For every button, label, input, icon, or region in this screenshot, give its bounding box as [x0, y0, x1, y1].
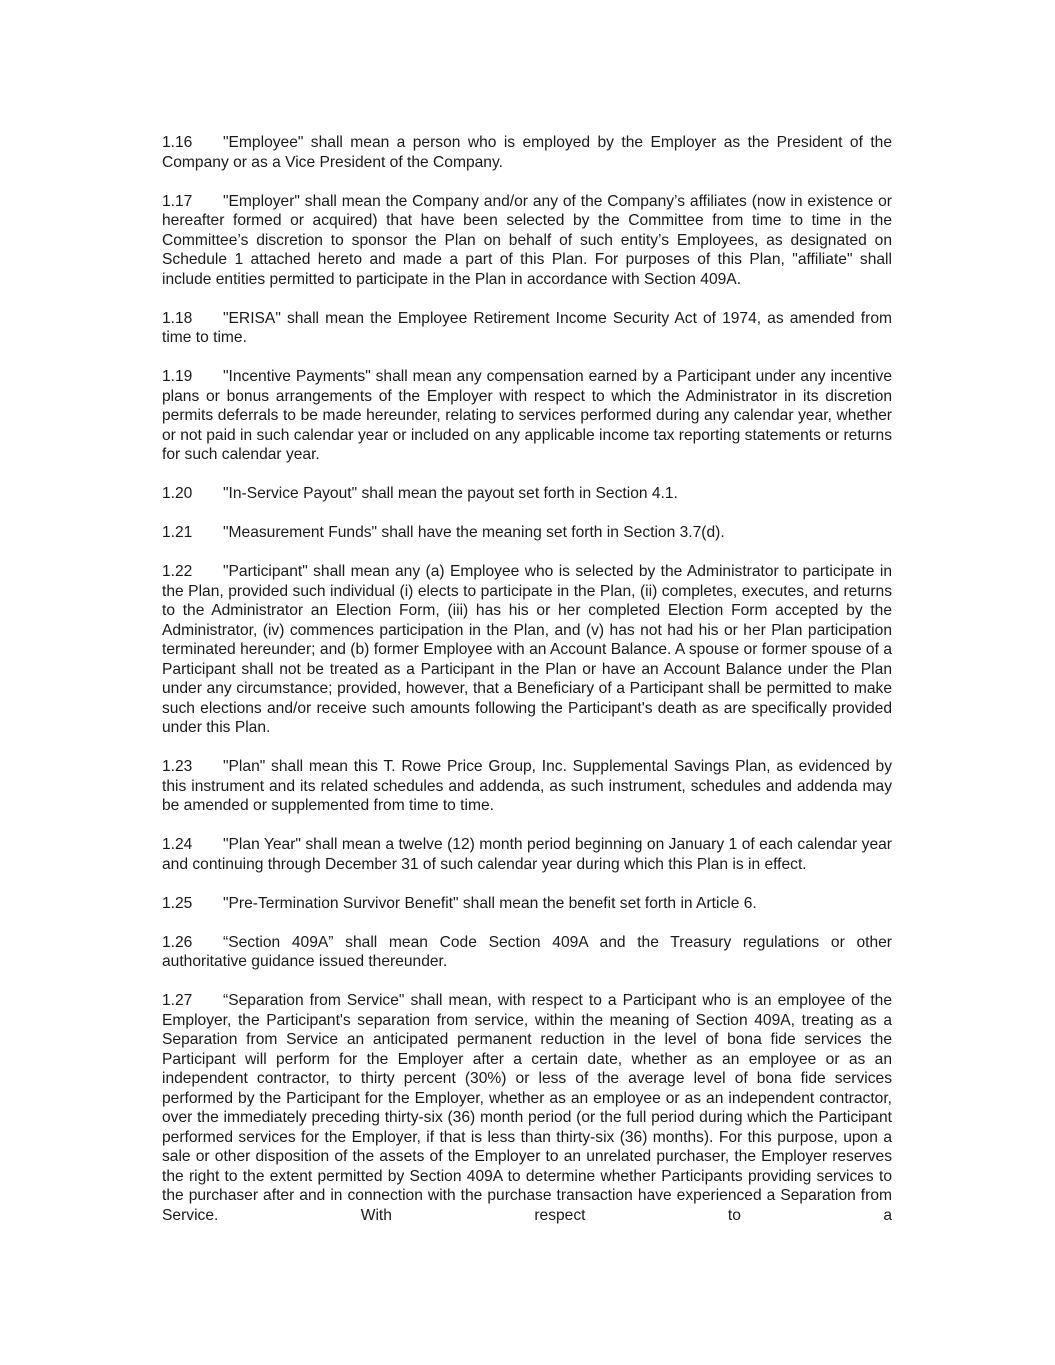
section-text: "ERISA" shall mean the Employee Retirement Income Security Act of 1974, as amended from time to time. — [162, 309, 892, 346]
section-number: 1.18 — [162, 309, 193, 327]
section-number: 1.16 — [162, 134, 193, 151]
section-text: "Plan" shall mean this T. Rowe Price Group, Inc. Supplemental Savings Plan, as evidenced by this instrument and its related schedules and addenda, as such instrument, schedules and addenda may be amended or supplemented from time to time. — [162, 758, 892, 814]
section-1-23 — [162, 757, 892, 816]
section-text: "Employer" shall mean the Company and/or any of the Company’s affiliates (now in existence or hereafter formed or acquired) that have been selected by the Committee from time to time in the Committee’s discretion to sponsor the Plan on behalf of such entity’s Employees, as designated on Schedule 1 attached hereto and made a part of this Plan. For purposes of this Plan, "affiliate" shall include entities permitted to participate in the Plan in accordance with Section 409A. — [162, 192, 892, 288]
section-number: 1.27 — [162, 992, 193, 1009]
section-1-18 — [162, 309, 892, 348]
section-number: 1.26 — [162, 933, 193, 951]
document-page — [162, 133, 892, 1245]
section-1-20 — [162, 484, 892, 504]
section-text: “Separation from Service" shall mean, with respect to a Participant who is an employee of the Employer, the Participant's separation from service, within the meaning of Section 409A, treating as a Separation from Service an anticipated permanent reduction in the level of bona fide services the Participant will perform for the Employer after a certain date, whether as an employee or as an independent contractor, to thirty percent (30%) or less of the average level of bona fide services performed by the Participant for the Employer, whether as an employee or as an independent contractor, over the immediately preceding thirty-six (36) month period (or the full period during which the Participant performed services for the Employer, if that is less than thirty-six (36) months). For this purpose, upon a sale or other disposition of the assets of the Employer to an unrelated purchaser, the Employer reserves the right to the extent permitted by Section 409A to determine whether Participants providing services to the purchaser after and in connection with the purchase transaction have experienced a Separation from Service. With respect to a — [162, 992, 892, 1224]
section-1-21 — [162, 523, 892, 543]
section-text: "In-Service Payout" shall mean the payout set forth in Section 4.1. — [223, 485, 678, 502]
section-1-22 — [162, 562, 892, 738]
section-number: 1.25 — [162, 894, 193, 912]
section-text: "Incentive Payments" shall mean any compensation earned by a Participant under any incentive plans or bonus arrangements of the Employer with respect to which the Administrator in its discretion permits deferrals to be made hereunder, relating to services performed during any calendar year, whether or not paid in such calendar year or included on any applicable income tax reporting statements or returns for such calendar year. — [162, 368, 892, 463]
section-text: “Section 409A” shall mean Code Section 409A and the Treasury regulations or other authoritative guidance issued thereunder. — [162, 933, 892, 970]
section-number: 1.20 — [162, 485, 193, 502]
section-1-26 — [162, 933, 892, 972]
section-number: 1.21 — [162, 524, 193, 541]
section-1-24 — [162, 835, 892, 874]
section-text: "Participant" shall mean any (a) Employee who is selected by the Administrator to participate in the Plan, provided such individual (i) elects to participate in the Plan, (ii) completes, executes, and returns to the Administrator an Election Form, (iii) has his or her completed Election Form accepted by the Administrator, (iv) commences participation in the Plan, and (v) has not had his or her Plan participation terminated hereunder; and (b) former Employee with an Account Balance. A spouse or former spouse of a Participant shall not be treated as a Participant in the Plan or have an Account Balance under the Plan under any circumstance; provided, however, that a Beneficiary of a Participant shall be permitted to make such elections and/or receive such amounts following the Participant's death as are specifically provided under this Plan. — [162, 563, 892, 736]
section-text: "Measurement Funds" shall have the meaning set forth in Section 3.7(d). — [223, 524, 725, 541]
section-1-25 — [162, 894, 892, 914]
section-text: "Plan Year" shall mean a twelve (12) month period beginning on January 1 of each calendar year and continuing through December 31 of such calendar year during which this Plan is in effect. — [162, 836, 892, 873]
section-number: 1.22 — [162, 563, 193, 580]
section-1-19 — [162, 367, 892, 465]
section-number: 1.24 — [162, 836, 193, 853]
section-number: 1.23 — [162, 758, 193, 775]
section-text: "Pre-Termination Survivor Benefit" shall mean the benefit set forth in Article 6. — [223, 894, 757, 912]
section-text: "Employee" shall mean a person who is employed by the Employer as the President of the Company or as a Vice President of the Company. — [162, 134, 892, 171]
section-1-17 — [162, 192, 892, 290]
section-number: 1.17 — [162, 192, 193, 210]
section-1-16 — [162, 133, 892, 172]
section-1-27 — [162, 991, 892, 1225]
section-number: 1.19 — [162, 368, 193, 385]
